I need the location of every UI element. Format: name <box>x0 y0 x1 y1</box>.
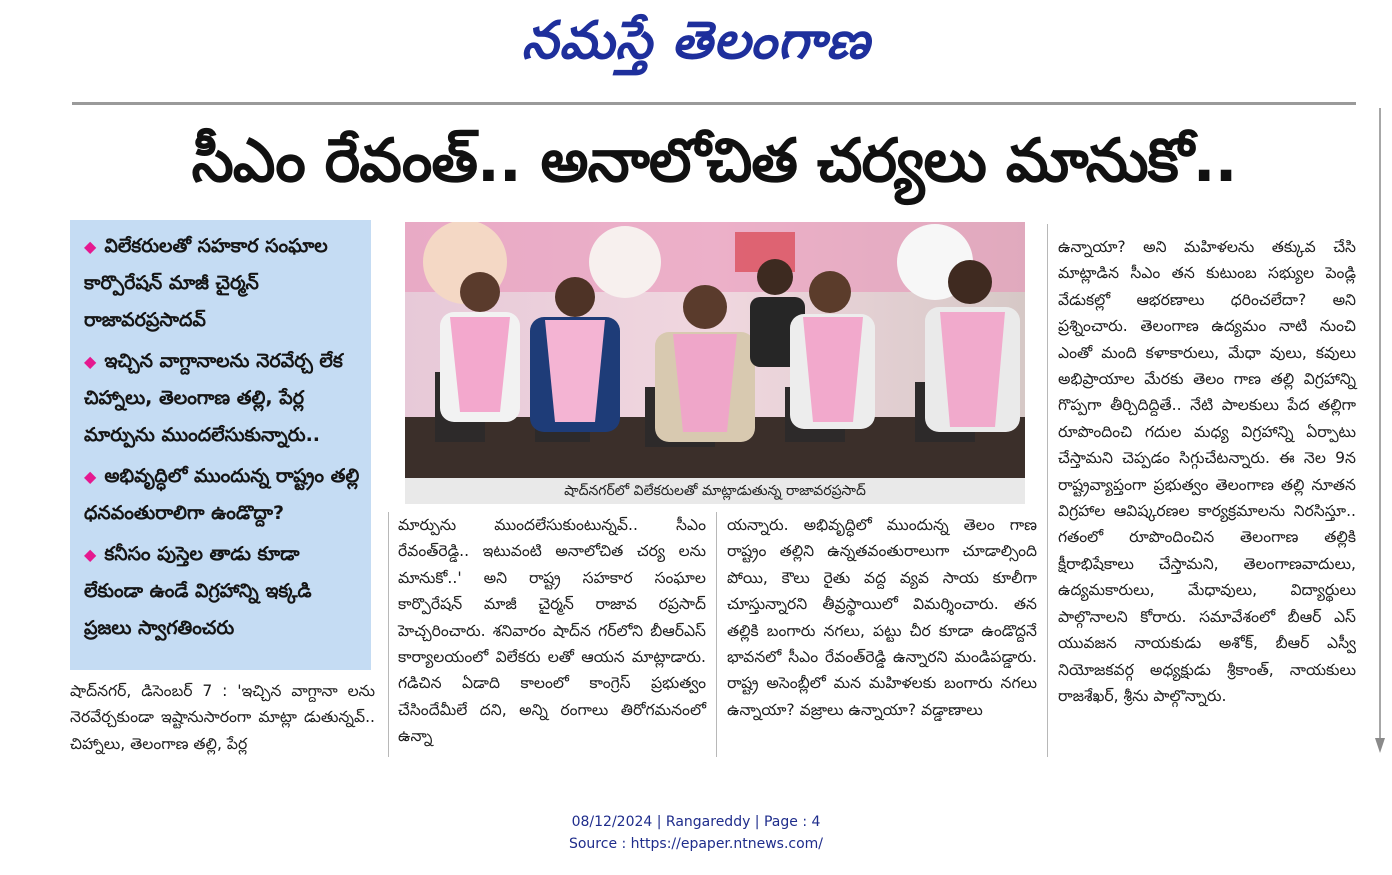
article-column-1: షాద్‌నగర్, డిసెంబర్ 7 : 'ఇచ్చిన వాగ్దానా లను నెరవేర్చకుండా ఇష్టానుసారంగా మాట్లా డుతున్నవ్.. చిహ్నాలు, తెలంగాణ తల్లి, పేర్ల <box>70 682 375 753</box>
highlight-item: ◆ కనీసం పుస్తెల తాడు కూడా లేకుండా ఉండే విగ్రహాన్ని ఇక్కడి ప్రజలు స్వాగతించరు <box>84 536 361 647</box>
diamond-bullet-icon: ◆ <box>84 545 97 564</box>
highlight-item: ◆ విలేకరులతో సహకార సంఘాల కార్పొరేషన్ మాజీ చైర్మన్ రాజావరప్రసాదవ్ <box>84 228 361 339</box>
article-column-3: యన్నారు. అభివృద్ధిలో ముందున్న తెలం గాణ రాష్ట్రం తల్లిని ఉన్నతవంతురాలుగా చూడాల్సింది పోయి, కౌలు రైతు వద్ద వ్యవ సాయ కూలీగా చూస్తున్నారని తీవ్రస్థాయిలో విమర్శించారు. తన తల్లికి బంగారు నగలు, పట్టు చీర కూడా ఉండొద్దనే భావనలో సీఎం రేవంత్‌రెడ్డి ఉన్నారని మండిపడ్డారు. రాష్ట్ర అసెంబ్లీలో మన మహిళలకు బంగారు నగలు ఉన్నాయా? వజ్రాలు ఉన్నాయా? వడ్డాణాలు <box>727 516 1037 719</box>
article-photo <box>405 222 1025 478</box>
column-divider <box>1047 224 1048 757</box>
article-column-4: ఉన్నాయా? అని మహిళలను తక్కువ చేసి మాట్లాడిన సీఎం తన కుటుంబ సభ్యుల పెండ్లి వేడుకల్లో ఆభరణాలు ధరించలేదా? అని ప్రశ్నించారు. తెలంగాణ ఉద్యమం నాటి నుంచి ఎంతో మంది కళాకారులు, మేధా వులు, కవులు అభిప్రాయాల మేరకు తెలం గాణ తల్లి విగ్రహాన్ని గొప్పగా తీర్చిదిద్దితే.. నేటి పాలకులు పేద తల్లిగా రూపొందించి గదుల మధ్య విగ్రహాన్ని ఏర్పాటు చేస్తామని చెప్పడం సిగ్గుచేటన్నారు. ఈ నెల 9న రాష్ట్రవ్యాప్తంగా ప్రభుత్వం తెలంగాణ తల్లి నూతన విగ్రహాల ఆవిష్కరణల కార్యక్రమాలను నిరసిస్తూ.. గతంలో రూపొందించిన తెలంగాణ తల్లికి క్షీరాభిషేకాలు చేస్తామని, తెలంగాణవాదులు, ఉద్యమకారులు, మేధావులు, విద్యార్థులు పాల్గొనాలని కోరారు. సమావేశంలో బీఆర్ ఎస్ యువజన నాయకుడు అశోక్, బీఆర్ ఎస్వీ నియోజకవర్గ అధ్యక్షుడు శ్రీకాంత్, నాయకులు రాజశేఖర్, శ్రీను పాల్గొన్నారు. <box>1058 238 1356 705</box>
source-link[interactable]: Source : https://epaper.ntnews.com/ <box>568 836 824 852</box>
top-divider <box>72 102 1356 105</box>
diamond-bullet-icon: ◆ <box>84 352 97 371</box>
highlights-box <box>70 220 371 670</box>
article-column-2: మార్పును ముందలేసుకుంటున్నవ్.. సీఎం రేవంత్‌రెడ్డి.. ఇటువంటి అనాలోచిత చర్య లను మానుకో..' అని రాష్ట్ర సహకార సంఘాల కార్పొరేషన్ మాజీ చైర్మన్ రాజావ రప్రసాద్ హెచ్చరించారు. శనివారం షాద్‌న గర్‌లోని బీఆర్‌ఎస్ కార్యాలయంలో విలేకరు లతో ఆయన మాట్లాడారు. గడిచిన ఏడాది కాలంలో కాంగ్రెస్ ప్రభుత్వం చేసిందేమీలే దని, అన్ని రంగాలు తిరోగమనంలో ఉన్నా <box>398 516 706 746</box>
newspaper-masthead: నమస్తే తెలంగాణ <box>521 10 871 71</box>
highlight-item: ◆ అభివృద్ధిలో ముందున్న రాష్ట్రం తల్లి ధనవంతురాలిగా ఉండొద్దా? <box>84 458 361 532</box>
column-divider <box>388 512 389 757</box>
article-headline: సీఎం రేవంత్.. అనాలోచిత చర్యలు మానుకో.. <box>191 126 1237 196</box>
scroll-indicator-icon <box>1374 108 1386 756</box>
diamond-bullet-icon: ◆ <box>84 467 97 486</box>
diamond-bullet-icon: ◆ <box>84 237 97 256</box>
photo-caption: షాద్‌నగర్‌లో విలేకరులతో మాట్లాడుతున్న రాజావరప్రసాద్ <box>405 478 1025 504</box>
page-info: 08/12/2024 | Rangareddy | Page : 4 <box>571 814 821 830</box>
highlight-item: ◆ ఇచ్చిన వాగ్దానాలను నెరవేర్చ లేక చిహ్నాలు, తెలంగాణ తల్లి, పేర్ల మార్పును ముందలేసుకున్నారు.. <box>84 343 361 454</box>
column-divider <box>716 512 717 757</box>
